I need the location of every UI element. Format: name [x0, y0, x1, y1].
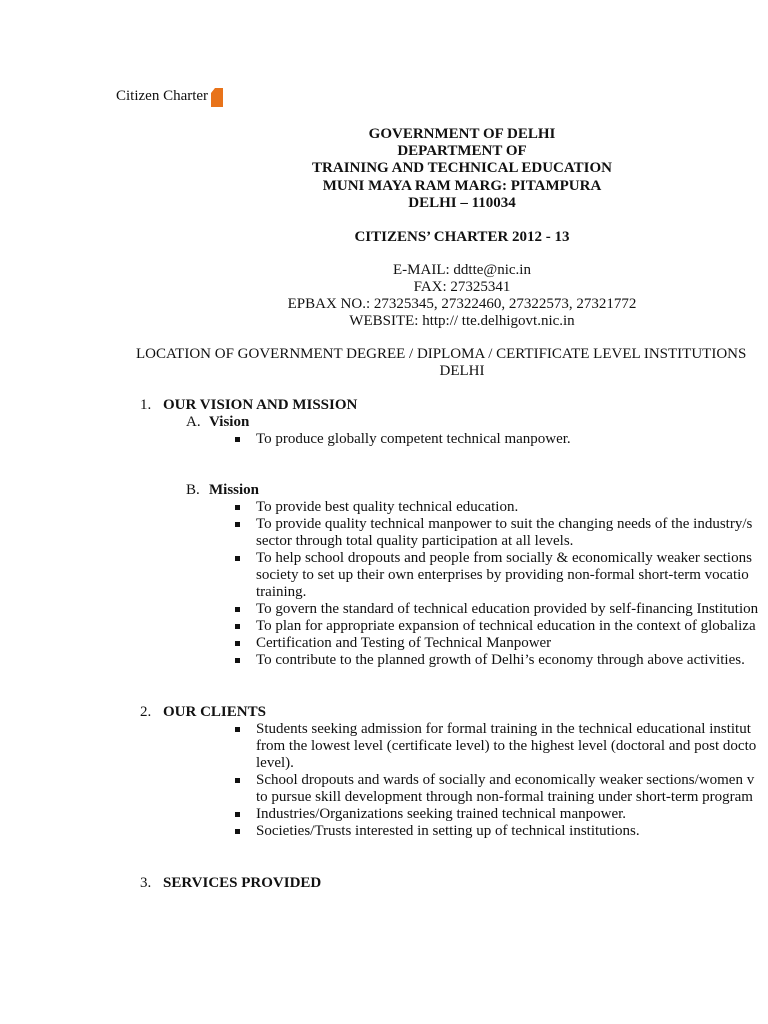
- bullet-icon: [235, 522, 240, 527]
- title-line-department: DEPARTMENT OF: [397, 143, 527, 159]
- bullet-icon: [235, 607, 240, 612]
- list-item-text: To plan for appropriate expansion of technical education in the context of globaliza: [256, 618, 756, 634]
- contact-website: WEBSITE: http:// tte.delhigovt.nic.in: [349, 313, 575, 329]
- list-item-text: level).: [256, 755, 294, 771]
- list-item-text: Societies/Trusts interested in setting up of technical institutions.: [256, 823, 640, 839]
- bullet-icon: [235, 778, 240, 783]
- subsection-title: Vision: [209, 414, 250, 430]
- title-line-address: MUNI MAYA RAM MARG: PITAMPURA: [322, 178, 602, 194]
- bullet-icon: [235, 624, 240, 629]
- list-item-text: Certification and Testing of Technical Manpower: [256, 635, 552, 651]
- bullet-icon: [235, 829, 240, 834]
- list-item-text: Students seeking admission for formal training in the technical educational institut: [256, 721, 751, 737]
- contact-epbax: EPBAX NO.: 27325345, 27322460, 27322573, 27321772: [287, 296, 637, 312]
- bullet-icon: [235, 812, 240, 817]
- page-marker: [211, 88, 223, 107]
- subsection-title: Mission: [209, 482, 260, 498]
- bullet-icon: [235, 658, 240, 663]
- contact-email: E-MAIL: ddtte@nic.in: [393, 262, 531, 278]
- location-line-2: DELHI: [439, 363, 485, 379]
- subsection-letter: A.: [186, 414, 201, 430]
- bullet-icon: [235, 505, 240, 510]
- section-title: SERVICES PROVIDED: [163, 875, 322, 891]
- bullet-icon: [235, 437, 240, 442]
- location-line-1: LOCATION OF GOVERNMENT DEGREE / DIPLOMA / CERTIFICATE LEVEL INSTITUTIONS: [136, 346, 747, 362]
- title-line-department-name: TRAINING AND TECHNICAL EDUCATION: [312, 160, 612, 176]
- section-title: OUR CLIENTS: [163, 704, 266, 720]
- bullet-icon: [235, 727, 240, 732]
- title-line-government: GOVERNMENT OF DELHI: [368, 126, 556, 142]
- section-title: OUR VISION AND MISSION: [163, 397, 358, 413]
- list-item-text: training.: [256, 584, 307, 600]
- list-item-text: To govern the standard of technical education provided by self-financing Institution: [256, 601, 759, 617]
- list-item-text: society to set up their own enterprises by providing non-formal short-term vocatio: [256, 567, 749, 583]
- section-number: 3.: [140, 875, 152, 891]
- list-item-text: To help school dropouts and people from socially & economically weaker sections: [256, 550, 752, 566]
- title-line-city: DELHI – 110034: [408, 195, 516, 211]
- list-item-text: To contribute to the planned growth of Delhi’s economy through above activities.: [256, 652, 745, 668]
- list-item-text: Industries/Organizations seeking trained technical manpower.: [256, 806, 627, 822]
- section-number: 2.: [140, 704, 152, 720]
- list-item-text: School dropouts and wards of socially and economically weaker sections/women v: [256, 772, 755, 788]
- contact-fax: FAX: 27325341: [413, 279, 511, 295]
- section-number: 1.: [140, 397, 152, 413]
- bullet-icon: [235, 641, 240, 646]
- list-item-text: To provide quality technical manpower to suit the changing needs of the industry/s: [256, 516, 753, 532]
- running-title: Citizen Charter: [116, 88, 209, 104]
- list-item-text: To produce globally competent technical manpower.: [256, 431, 571, 447]
- charter-title: CITIZENS’ CHARTER 2012 - 13: [354, 229, 570, 245]
- list-item-text: from the lowest level (certificate level) to the highest level (doctoral and post docto: [256, 738, 757, 754]
- list-item-text: sector through total quality participation at all levels.: [256, 533, 574, 549]
- list-item-text: to pursue skill development through non-formal training under short-term program: [256, 789, 753, 805]
- subsection-letter: B.: [186, 482, 200, 498]
- list-item-text: To provide best quality technical education.: [256, 499, 519, 515]
- bullet-icon: [235, 556, 240, 561]
